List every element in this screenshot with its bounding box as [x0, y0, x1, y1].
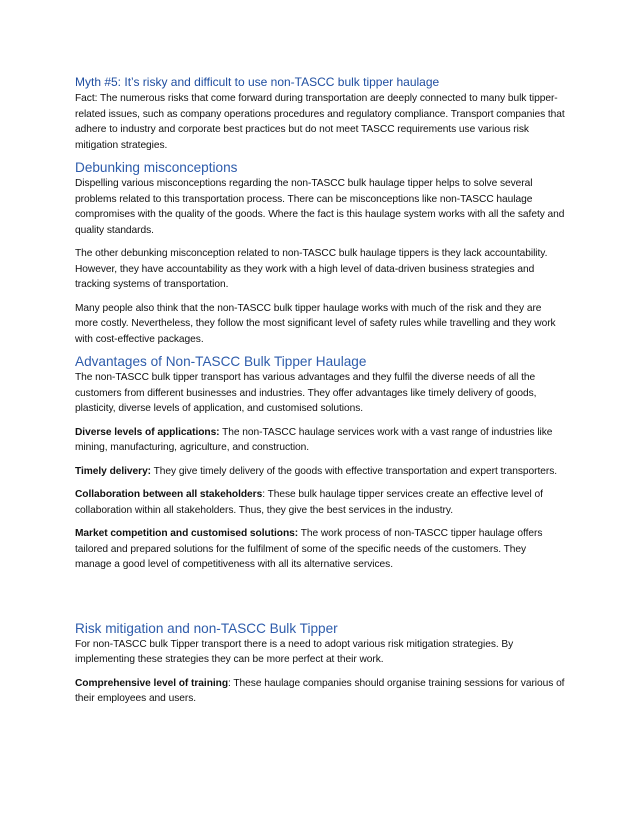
advantage-item — [75, 526, 565, 573]
advantage-term: Diverse levels of applications: — [75, 426, 220, 438]
myth5-fact-paragraph: Fact: The numerous risks that come forward during transportation are deeply connected to many bulk tipper-related issues, such as company operations procedures and regulatory compliance. Transport companies that adhere to industry and corporate best practices but do not meet TASCC requirements use various risk mitigation strategies. — [75, 93, 565, 151]
debunking-paragraph-2: The other debunking misconception related to non-TASCC bulk haulage tippers is they lack accountability. However, they have accountability as they work with a high level of data-driven business strategies and tracking systems of transportation. — [75, 248, 548, 290]
advantage-text: They give timely delivery of the goods with effective transportation and expert transporters. — [151, 465, 558, 477]
advantage-item — [75, 487, 565, 518]
advantage-text: The non-TASCC haulage services work with a vast range of industries like mining, manufacturing, agriculture, and construction. — [75, 426, 553, 453]
debunking-paragraph-1: Dispelling various misconceptions regarding the non-TASCC bulk haulage tipper helps to solve several problems related to this transportation process. There can be misconceptions like non-TASCC haulage compromises with the quality of the goods. Where the fact is this haulage system works with all the safety and quality standards. — [75, 178, 565, 236]
document-page — [75, 74, 565, 707]
risk-item — [75, 676, 565, 707]
advantage-term: Collaboration between all stakeholders — [75, 489, 263, 500]
advantages-heading: Advantages of Non-TASCC Bulk Tipper Haulage — [75, 354, 367, 369]
risk-text: : These haulage companies should organise training sessions for various of their employees and users. — [75, 677, 565, 704]
advantage-text: The work process of non-TASCC tipper haulage offers tailored and prepared solutions for the fulfilment of some of the specific needs of the customers. They manage a good level of competitiveness with all its alternative services. — [75, 528, 543, 570]
debunking-paragraph-3: Many people also think that the non-TASCC bulk tipper haulage works with much of the risk and they are more costly. Nevertheless, they follow the most significant level of safety rules while travelling and they work with cost-effective packages. — [75, 302, 556, 345]
risk-heading: Risk mitigation and non-TASCC Bulk Tipper — [75, 620, 338, 636]
advantages-intro-paragraph: The non-TASCC bulk tipper transport has various advantages and they fulfil the diverse needs of all the customers from different businesses and industries. They offer advantages like timely delivery of goods, plasticity, diverse levels of application, and customised solutions. — [75, 372, 537, 414]
advantage-item — [75, 425, 565, 456]
advantage-item — [75, 464, 565, 480]
debunking-heading: Debunking misconceptions — [75, 160, 238, 175]
advantage-term: Timely delivery: — [75, 465, 152, 477]
advantage-text: : These bulk haulage tipper services create an effective level of collaboration within all stakeholders. Thus, they give the best services in the industry. — [75, 489, 543, 516]
risk-intro-paragraph: For non-TASCC bulk Tipper transport there is a need to adopt various risk mitigation strategies. By implementing these strategies they can be more perfect at their work. — [75, 638, 514, 665]
myth5-heading: Myth #5: It’s risky and difficult to use non-TASCC bulk tipper haulage — [75, 75, 440, 89]
advantage-term: Market competition and customised solutions: — [75, 528, 299, 539]
risk-term: Comprehensive level of training — [75, 677, 228, 689]
